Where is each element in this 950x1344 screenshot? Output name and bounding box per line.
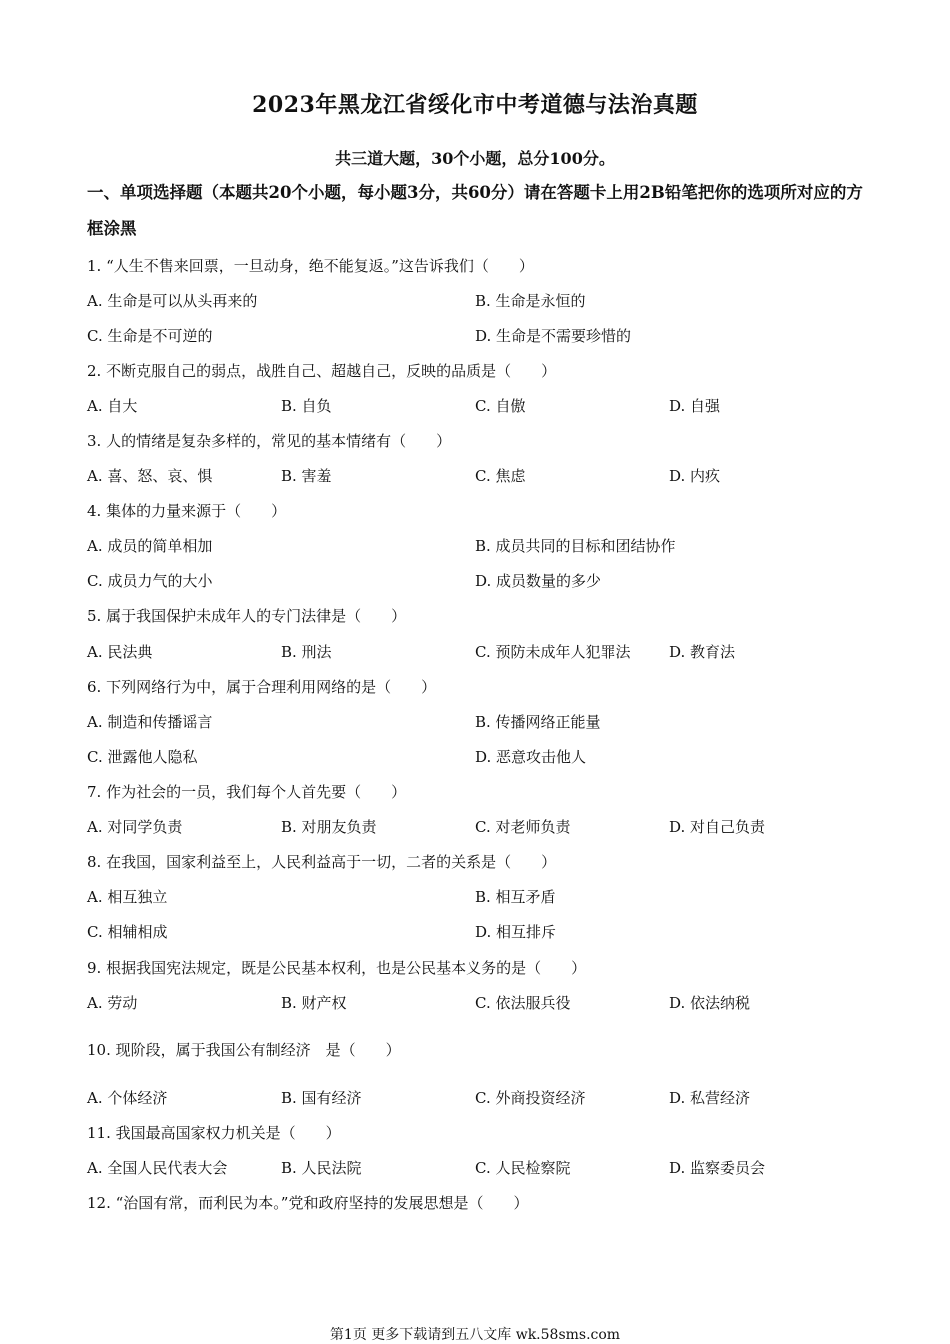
option-d: D. 内疚 [669,467,721,485]
options-row [87,1158,867,1178]
option-b: B. 刑法 [281,643,332,661]
page-footer: 第1页 更多下载请到五八文库 wk.58sms.com [329,1327,621,1343]
options-row [87,993,867,1013]
option-c: C. 泄露他人隐私 [87,748,198,766]
page-title: 2023年黑龙江省绥化市中考道德与法治真题 [252,92,698,118]
question-6: 6. 下列网络行为中，属于合理利用网络的是（ ） [87,678,437,696]
question-2: 2. 不断克服自己的弱点，战胜自己、超越自己，反映的品质是（ ） [87,362,557,380]
option-d: D. 监察委员会 [669,1159,766,1177]
question-5: 5. 属于我国保护未成年人的专门法律是（ ） [87,607,407,625]
option-d: D. 相互排斥 [475,923,557,941]
option-a: A. 制造和传播谣言 [87,713,213,731]
option-c: C. 外商投资经济 [475,1089,586,1107]
option-a: A. 喜、怒、哀、惧 [87,467,213,485]
option-a: A. 对同学负责 [87,818,183,836]
question-12: 12. “治国有常，而利民为本。”党和政府坚持的发展思想是（ ） [87,1194,529,1212]
options-row [87,1088,867,1108]
options-row [87,817,867,837]
options-row [87,326,867,346]
exam-summary: 共三道大题，30个小题，总分100分。 [335,149,615,168]
option-a: A. 相互独立 [87,888,168,906]
option-b: B. 生命是永恒的 [475,292,586,310]
option-d: D. 教育法 [669,643,736,661]
option-a: A. 生命是可以从头再来的 [87,292,258,310]
option-c: C. 预防未成年人犯罪法 [475,643,631,661]
option-d: D. 自强 [669,397,721,415]
question-10: 10. 现阶段，属于我国公有制经济 是（ ） [87,1041,401,1059]
option-a: A. 民法典 [87,643,153,661]
option-b: B. 财产权 [281,994,347,1012]
options-row [87,922,867,942]
option-b: B. 国有经济 [281,1089,362,1107]
question-3: 3. 人的情绪是复杂多样的，常见的基本情绪有（ ） [87,432,452,450]
option-a: A. 自大 [87,397,138,415]
option-a: A. 成员的简单相加 [87,537,213,555]
question-8: 8. 在我国，国家利益至上，人民利益高于一切，二者的关系是（ ） [87,853,557,871]
question-4: 4. 集体的力量来源于（ ） [87,502,287,520]
option-b: B. 传播网络正能量 [475,713,601,731]
options-row [87,642,867,662]
option-a: A. 劳动 [87,994,138,1012]
options-row [87,712,867,732]
option-b: B. 成员共同的目标和团结协作 [475,537,676,555]
question-1: 1. “人生不售来回票，一旦动身，绝不能复返。”这告诉我们（ ） [87,257,534,275]
option-b: B. 相互矛盾 [475,888,556,906]
options-row [87,466,867,486]
options-row [87,291,867,311]
options-row [87,396,867,416]
section-heading: 一、单项选择题（本题共20个小题，每小题3分，共60分）请在答题卡上用2B铅笔把你的选项所对应的方框涂黑 [87,183,863,238]
option-c: C. 成员力气的大小 [87,572,213,590]
option-c: C. 对老师负责 [475,818,571,836]
option-d: D. 私营经济 [669,1089,751,1107]
option-c: C. 生命是不可逆的 [87,327,213,345]
option-b: B. 害羞 [281,467,332,485]
question-7: 7. 作为社会的一员，我们每个人首先要（ ） [87,783,407,801]
option-c: C. 依法服兵役 [475,994,571,1012]
question-11: 11. 我国最高国家权力机关是（ ） [87,1124,341,1142]
option-c: C. 焦虑 [475,467,526,485]
question-9: 9. 根据我国宪法规定，既是公民基本权利，也是公民基本义务的是（ ） [87,959,587,977]
option-c: C. 相辅相成 [87,923,168,941]
option-d: D. 对自己负责 [669,818,766,836]
options-row [87,536,867,556]
options-row [87,747,867,767]
option-d: D. 恶意攻击他人 [475,748,587,766]
option-b: B. 人民法院 [281,1159,362,1177]
option-d: D. 成员数量的多少 [475,572,602,590]
option-b: B. 自负 [281,397,332,415]
option-c: C. 人民检察院 [475,1159,571,1177]
option-a: A. 全国人民代表大会 [87,1159,228,1177]
option-b: B. 对朋友负责 [281,818,377,836]
options-row [87,887,867,907]
option-d: D. 生命是不需要珍惜的 [475,327,632,345]
option-a: A. 个体经济 [87,1089,168,1107]
option-c: C. 自傲 [475,397,526,415]
option-d: D. 依法纳税 [669,994,751,1012]
options-row [87,571,867,591]
